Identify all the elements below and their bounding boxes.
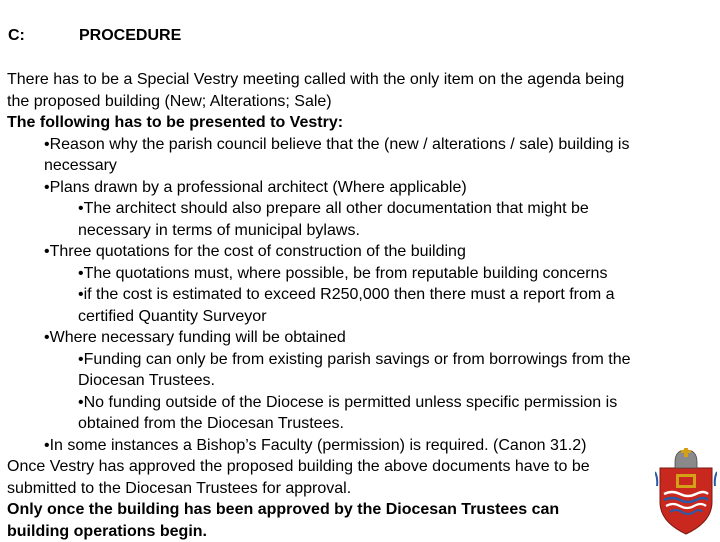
body-line: submitted to the Diocesan Trustees for approval.	[7, 478, 713, 500]
bullet-item: •In some instances a Bishop’s Faculty (permission) is required. (Canon 31.2)	[7, 435, 713, 457]
body-line-bold: building operations begin.	[7, 521, 713, 542]
sub-bullet-item: •The architect should also prepare all other documentation that might be	[7, 198, 713, 220]
sub-bullet-continuation: necessary in terms of municipal bylaws.	[7, 220, 713, 242]
procedure-body	[7, 69, 713, 542]
section-title: PROCEDURE	[79, 27, 181, 44]
body-line: There has to be a Special Vestry meeting called with the only item on the agenda being	[7, 69, 713, 91]
sub-bullet-item: •Funding can only be from existing parish savings or from borrowings from the	[7, 349, 713, 371]
sub-bullet-item: •The quotations must, where possible, be from reputable building concerns	[7, 263, 713, 285]
diocese-crest-icon	[655, 448, 717, 540]
section-heading	[8, 27, 181, 45]
bullet-item: •Plans drawn by a professional architect (Where applicable)	[7, 177, 713, 199]
bullet-item: •Reason why the parish council believe that the (new / alterations / sale) building is	[7, 134, 713, 156]
sub-bullet-item: •if the cost is estimated to exceed R250,000 then there must a report from a	[7, 284, 713, 306]
sub-bullet-continuation: Diocesan Trustees.	[7, 370, 713, 392]
section-code: C:	[8, 27, 79, 45]
body-line: Once Vestry has approved the proposed building the above documents have to be	[7, 456, 713, 478]
bullet-continuation: necessary	[7, 155, 713, 177]
sub-bullet-item: •No funding outside of the Diocese is permitted unless specific permission is	[7, 392, 713, 414]
body-line-bold: Only once the building has been approved by the Diocesan Trustees can	[7, 499, 713, 521]
body-line-bold: The following has to be presented to Vestry:	[7, 112, 713, 134]
sub-bullet-continuation: certified Quantity Surveyor	[7, 306, 713, 328]
bullet-item: •Where necessary funding will be obtained	[7, 327, 713, 349]
bullet-item: •Three quotations for the cost of construction of the building	[7, 241, 713, 263]
sub-bullet-continuation: obtained from the Diocesan Trustees.	[7, 413, 713, 435]
body-line: the proposed building (New; Alterations; Sale)	[7, 91, 713, 113]
